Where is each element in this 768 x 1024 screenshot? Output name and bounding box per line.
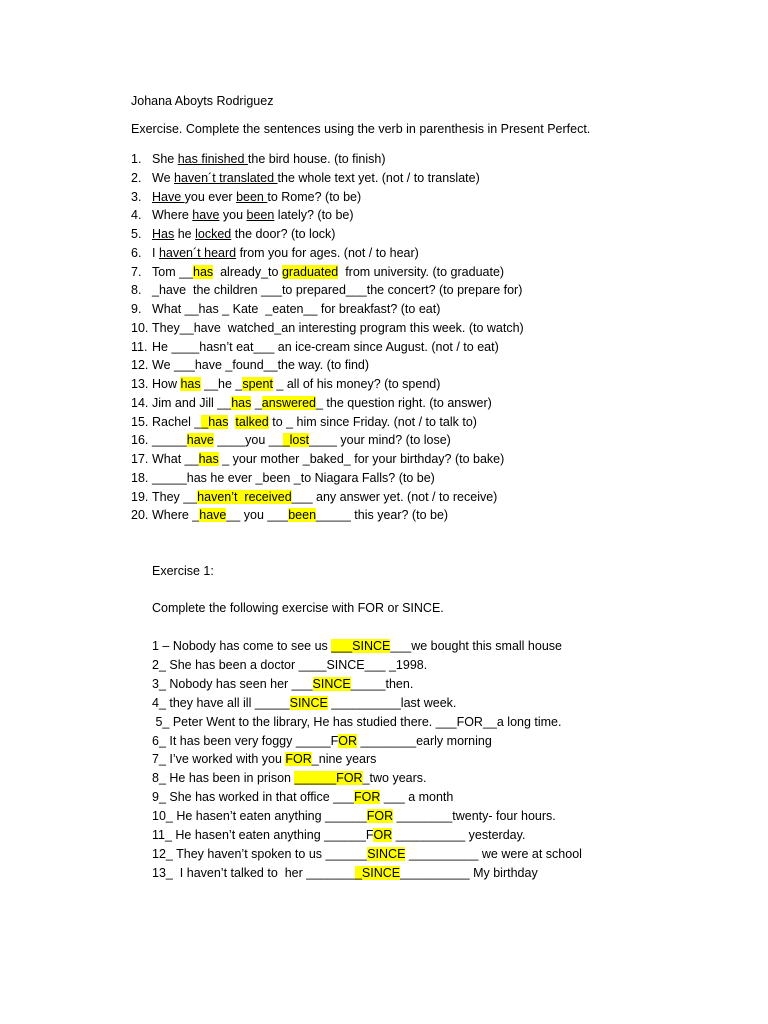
item-number: 16.: [131, 433, 149, 448]
sentence-segment: haven’t received: [197, 489, 292, 504]
exercise-sentence: [152, 489, 497, 505]
exercise-sentence: [152, 226, 335, 242]
sentence-segment: haven´t translated: [174, 170, 278, 185]
sentence-segment: _____: [152, 433, 187, 448]
sentence-segment: ______FOR: [294, 771, 363, 786]
sentence-segment: haven´t heard: [158, 245, 237, 260]
sentence-segment: _SINCE: [354, 865, 401, 880]
item-number: 8.: [131, 283, 142, 298]
sentence-segment: 10_ He hasen’t eaten anything ______: [152, 809, 367, 824]
exercise-sentence: [152, 414, 477, 430]
sentence-segment: _has: [201, 414, 229, 429]
sentence-segment: 7_ I’ve worked with you: [152, 752, 286, 767]
item-number: 13.: [131, 377, 149, 391]
sentence-segment: to _ him since Friday. (not / to talk to): [268, 414, 477, 429]
sentence-segment: the bird house. (to finish): [247, 152, 386, 166]
sentence-segment: Where _: [152, 508, 200, 523]
sentence-segment: FOR: [354, 790, 381, 805]
sentence-segment: has: [231, 395, 252, 410]
exercise-sentence: [152, 151, 385, 167]
for-since-sentence: [152, 789, 453, 805]
sentence-segment: ____ your mind? (to lose): [309, 433, 451, 448]
sentence-segment: 13_ I haven’t talked to her _______: [152, 865, 355, 880]
item-number: 9.: [131, 302, 142, 316]
sentence-segment: What __: [152, 452, 199, 466]
exercise-sentence: [152, 339, 499, 355]
sentence-segment: __________ we were at school: [405, 846, 582, 861]
item-number: 6.: [131, 245, 142, 260]
item-number: 19.: [131, 489, 149, 504]
sentence-segment: 8_ He has been in prison: [152, 771, 295, 786]
sentence-segment: 2_ She has been a doctor ____SINCE___ _1998.: [152, 657, 428, 672]
sentence-segment: lately? (to be): [274, 208, 354, 223]
sentence-segment: _____ this year? (to be): [316, 508, 449, 523]
exercise-sentence: [152, 376, 440, 392]
sentence-segment: We ___have _found__the way. (to find): [152, 358, 370, 373]
sentence-segment: He ____hasn’t eat___ an ice-cream since August. (not / to eat): [152, 339, 499, 354]
exercise-sentence: [152, 357, 369, 373]
sentence-segment: ____you __: [213, 433, 283, 448]
for-since-sentence: [152, 676, 413, 692]
sentence-segment: has finished: [177, 152, 248, 166]
exercise-sentence: [152, 432, 451, 448]
sentence-segment: has: [193, 264, 214, 279]
for-since-sentence: [152, 733, 492, 749]
exercise-sentence: [152, 207, 354, 223]
sentence-segment: has: [198, 452, 219, 466]
for-since-instruction: Complete the following exercise with FOR or SINCE.: [152, 601, 444, 615]
sentence-segment: _ the question right. (to answer): [316, 395, 492, 410]
sentence-segment: FOR: [285, 752, 312, 767]
sentence-segment: ________twenty- four hours.: [393, 809, 556, 824]
sentence-segment: 4_ they have all ill _____: [152, 695, 290, 710]
sentence-segment: They __: [152, 489, 198, 504]
for-since-sentence: [152, 846, 582, 862]
exercise-sentence: [152, 470, 435, 486]
exercise-instruction: Exercise. Complete the sentences using the verb in parenthesis in Present Perfect.: [131, 122, 591, 136]
sentence-segment: Tom __: [152, 264, 193, 279]
sentence-segment: have: [186, 433, 214, 448]
sentence-segment: ________early morning: [357, 733, 492, 748]
sentence-segment: graduated: [281, 264, 339, 279]
sentence-segment: ___SINCE: [331, 639, 391, 653]
sentence-segment: the whole text yet. (not / to translate): [277, 170, 480, 185]
for-since-sentence: [152, 827, 525, 843]
sentence-segment: _two years.: [362, 771, 427, 786]
sentence-segment: __he _: [200, 377, 243, 391]
item-number: 7.: [131, 264, 142, 279]
item-number: 2.: [131, 170, 142, 185]
sentence-segment: the door? (to lock): [231, 227, 336, 241]
sentence-segment: ___ any answer yet. (not / to receive): [291, 489, 498, 504]
sentence-segment: Rachel _: [152, 414, 202, 429]
sentence-segment: you ever: [184, 189, 237, 204]
sentence-segment: locked: [195, 227, 232, 241]
sentence-segment: We: [152, 170, 174, 185]
sentence-segment: OR: [338, 733, 357, 748]
sentence-segment: 1 – Nobody has come to see us: [152, 639, 332, 653]
sentence-segment: They__have watched_an interesting program this week. (to watch): [152, 320, 524, 335]
item-number: 1.: [131, 152, 142, 166]
for-since-sentence: [152, 808, 556, 824]
sentence-segment: 12_ They haven’t spoken to us ______: [152, 846, 368, 861]
sentence-segment: ___we bought this small house: [390, 639, 562, 653]
sentence-segment: already_to: [213, 264, 282, 279]
exercise-sentence: [152, 264, 504, 280]
item-number: 5.: [131, 227, 142, 241]
exercise-sentence: [152, 189, 361, 205]
exercise-sentence: [152, 245, 419, 261]
for-since-sentence: [152, 770, 427, 786]
sentence-segment: been: [288, 508, 317, 523]
exercise-sentence: [152, 451, 504, 467]
sentence-segment: She: [152, 152, 178, 166]
item-number: 14.: [131, 395, 149, 410]
sentence-segment: Has: [152, 227, 175, 241]
sentence-segment: Jim and Jill __: [152, 395, 232, 410]
sentence-segment: SINCE: [312, 676, 351, 691]
sentence-segment: talked: [235, 414, 269, 429]
exercise-1-title: Exercise 1:: [152, 564, 214, 578]
sentence-segment: _lost: [282, 433, 310, 448]
sentence-segment: _____then.: [350, 676, 414, 691]
item-number: 20.: [131, 508, 149, 523]
exercise-sentence: [152, 282, 522, 298]
item-number: 12.: [131, 358, 149, 373]
exercise-sentence: [152, 395, 492, 411]
sentence-segment: have: [199, 508, 227, 523]
item-number: 4.: [131, 208, 142, 223]
sentence-segment: _ all of his money? (to spend): [272, 377, 441, 391]
sentence-segment: __________ My birthday: [400, 865, 538, 880]
sentence-segment: from you for ages. (not / to hear): [236, 245, 419, 260]
sentence-segment: How: [152, 377, 181, 391]
sentence-segment: have: [192, 208, 220, 223]
sentence-segment: has: [180, 377, 201, 391]
exercise-sentence: [152, 320, 524, 336]
sentence-segment: 3_ Nobody has seen her ___: [152, 676, 313, 691]
sentence-segment: 11_ He hasen’t eaten anything ______F: [152, 828, 374, 842]
sentence-segment: from university. (to graduate): [338, 264, 505, 279]
for-since-sentence: [152, 657, 427, 673]
sentence-segment: __ you ___: [226, 508, 289, 523]
sentence-segment: been: [236, 189, 268, 204]
for-since-sentence: [152, 751, 376, 767]
exercise-sentence: [152, 507, 448, 523]
for-since-sentence: [152, 865, 538, 881]
item-number: 15.: [131, 414, 149, 429]
sentence-segment: What __has _ Kate _eaten__ for breakfast? (to eat): [152, 302, 441, 316]
sentence-segment: been: [246, 208, 275, 223]
sentence-segment: I: [152, 245, 159, 260]
sentence-segment: OR: [373, 828, 393, 842]
exercise-sentence: [152, 170, 480, 186]
sentence-segment: answered: [261, 395, 316, 410]
sentence-segment: __________ yesterday.: [392, 828, 526, 842]
sentence-segment: 9_ She has worked in that office ___: [152, 790, 354, 805]
item-number: 10.: [131, 320, 149, 335]
sentence-segment: Have: [152, 189, 185, 204]
for-since-sentence: [152, 695, 456, 711]
sentence-segment: _: [251, 395, 262, 410]
item-number: 11.: [131, 339, 148, 354]
sentence-segment: to Rome? (to be): [267, 189, 362, 204]
sentence-segment: 5_ Peter Went to the library, He has studied there. ___FOR__a long time.: [152, 714, 562, 729]
sentence-segment: SINCE: [289, 695, 328, 710]
item-number: 17.: [131, 452, 149, 466]
sentence-segment: ___ a month: [380, 790, 454, 805]
for-since-sentence: [152, 714, 561, 730]
sentence-segment: Where: [152, 208, 193, 223]
sentence-segment: you: [219, 208, 247, 223]
item-number: 18.: [131, 470, 149, 485]
sentence-segment: __________last week.: [327, 695, 457, 710]
sentence-segment: _____has he ever _been _to Niagara Falls? (to be): [152, 470, 435, 485]
sentence-segment: _ your mother _baked_ for your birthday? (to bake): [218, 452, 505, 466]
sentence-segment: spent: [242, 377, 273, 391]
sentence-segment: FOR: [366, 809, 394, 824]
item-number: 3.: [131, 189, 142, 204]
for-since-sentence: [152, 638, 562, 654]
sentence-segment: _nine years: [311, 752, 377, 767]
exercise-sentence: [152, 301, 440, 317]
author-name: Johana Aboyts Rodriguez: [131, 94, 274, 108]
sentence-segment: he: [174, 227, 196, 241]
sentence-segment: _have the children ___to prepared___the concert? (to prepare for): [152, 283, 523, 298]
sentence-segment: SINCE: [367, 846, 406, 861]
sentence-segment: 6_ It has been very foggy _____F: [152, 733, 339, 748]
